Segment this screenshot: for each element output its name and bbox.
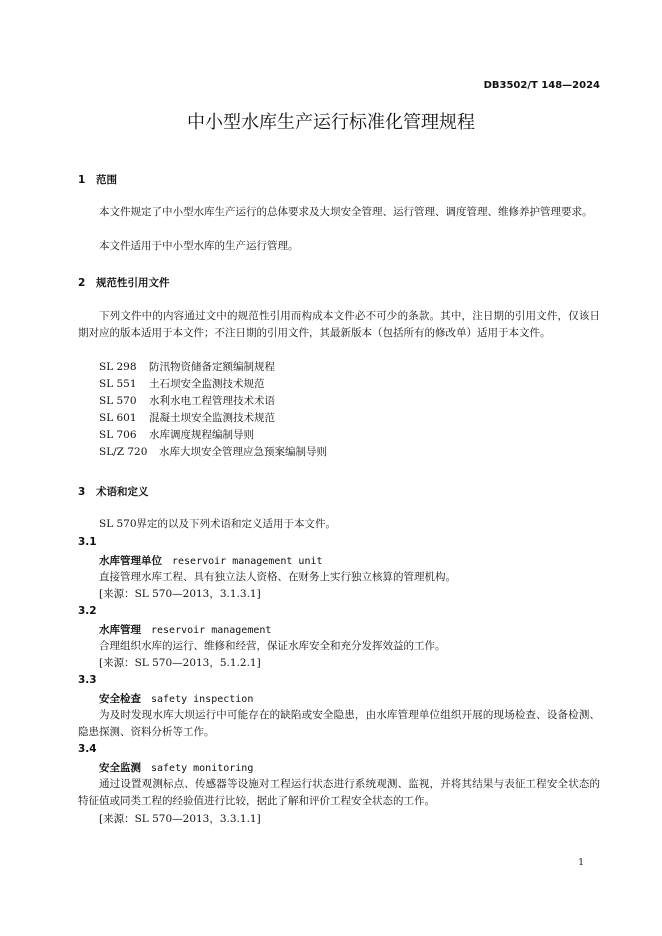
term-source: [来源：SL 570—2013，3.1.3.1] — [99, 588, 261, 600]
reference-title: 防汛物资储备定额编制规程 — [149, 361, 275, 373]
section-title: 范围 — [96, 174, 117, 186]
term-heading — [99, 622, 271, 637]
term-english: reservoir management — [151, 625, 272, 636]
scope-paragraph-1: 本文件规定了中小型水库生产运行的总体要求及大坝安全管理、运行管理、调度管理、维修养护管理要求。 — [99, 206, 593, 218]
reference-code: SL 570 — [99, 395, 137, 407]
reference-item — [99, 427, 254, 444]
section-number: 2 — [78, 277, 86, 289]
reference-item — [99, 393, 275, 410]
section-title: 术语和定义 — [96, 486, 149, 498]
reference-item — [99, 444, 327, 461]
term-definition: 直接管理水库工程、具有独立法人资格、在财务上实行独立核算的管理机构。 — [99, 571, 456, 583]
reference-title: 水库调度规程编制导则 — [149, 429, 254, 441]
reference-code: SL/Z 720 — [99, 446, 148, 458]
section-number: 3 — [78, 486, 86, 498]
term-definition: 通过设置观测标点、传感器等设施对工程运行状态进行系统观测、监视，并将其结果与表征工程安全状态的特征值或同类工程的经验值进行比较，据此了解和评价工程安全状态的工作。 — [78, 778, 600, 807]
reference-item — [99, 410, 275, 427]
term-source: [来源：SL 570—2013，5.1.2.1] — [99, 657, 261, 669]
reference-item — [99, 376, 265, 393]
term-heading — [99, 760, 253, 775]
term-definition: 合理组织水库的运行、维修和经营，保证水库安全和充分发挥效益的工作。 — [99, 640, 446, 652]
term-source: [来源：SL 570—2013，3.3.1.1] — [99, 813, 261, 825]
term-english: safety inspection — [151, 694, 254, 705]
term-number: 3.1 — [78, 536, 97, 548]
term-definition: 为及时发现水库大坝运行中可能存在的缺陷或安全隐患，由水库管理单位组织开展的现场检查、设备检测、隐患探测、资料分析等工作。 — [78, 709, 600, 738]
reference-title: 水库大坝安全管理应急预案编制导则 — [159, 446, 327, 458]
term-number: 3.2 — [78, 605, 97, 617]
scope-paragraph-2: 本文件适用于中小型水库的生产运行管理。 — [99, 240, 299, 252]
reference-code: SL 551 — [99, 378, 137, 390]
term-chinese: 安全监测 — [99, 762, 141, 774]
reference-code: SL 706 — [99, 429, 137, 441]
reference-code: SL 601 — [99, 412, 137, 424]
term-number: 3.3 — [78, 674, 97, 686]
reference-code: SL 298 — [99, 361, 137, 373]
term-english: reservoir management unit — [172, 556, 323, 567]
term-chinese: 水库管理单位 — [99, 555, 162, 567]
standard-code: DB3502/T 148—2024 — [483, 80, 600, 91]
term-heading — [99, 691, 253, 706]
reference-title: 水利水电工程管理技术术语 — [149, 395, 275, 407]
section-title: 规范性引用文件 — [96, 277, 170, 289]
reference-title: 土石坝安全监测技术规范 — [149, 378, 265, 390]
reference-item — [99, 359, 275, 376]
section-1-heading — [78, 172, 117, 187]
terms-intro: SL 570界定的以及下列术语和定义适用于本文件。 — [99, 518, 337, 530]
term-chinese: 水库管理 — [99, 624, 141, 636]
term-heading — [99, 553, 323, 568]
reference-title: 混凝土坝安全监测技术规范 — [149, 412, 275, 424]
normative-references-paragraph: 下列文件中的内容通过文中的规范性引用而构成本文件必不可少的条款。其中，注日期的引用文件，仅该日期对应的版本适用于本文件；不注日期的引用文件，其最新版本（包括所有的修改单）适用于本文件。 — [78, 310, 600, 339]
page-number: 1 — [578, 858, 584, 868]
term-english: safety monitoring — [151, 763, 254, 774]
section-number: 1 — [78, 174, 86, 186]
section-2-heading — [78, 275, 170, 290]
term-number: 3.4 — [78, 743, 97, 755]
document-title: 中小型水库生产运行标准化管理规程 — [187, 112, 475, 133]
section-3-heading — [78, 484, 149, 499]
term-chinese: 安全检查 — [99, 693, 141, 705]
